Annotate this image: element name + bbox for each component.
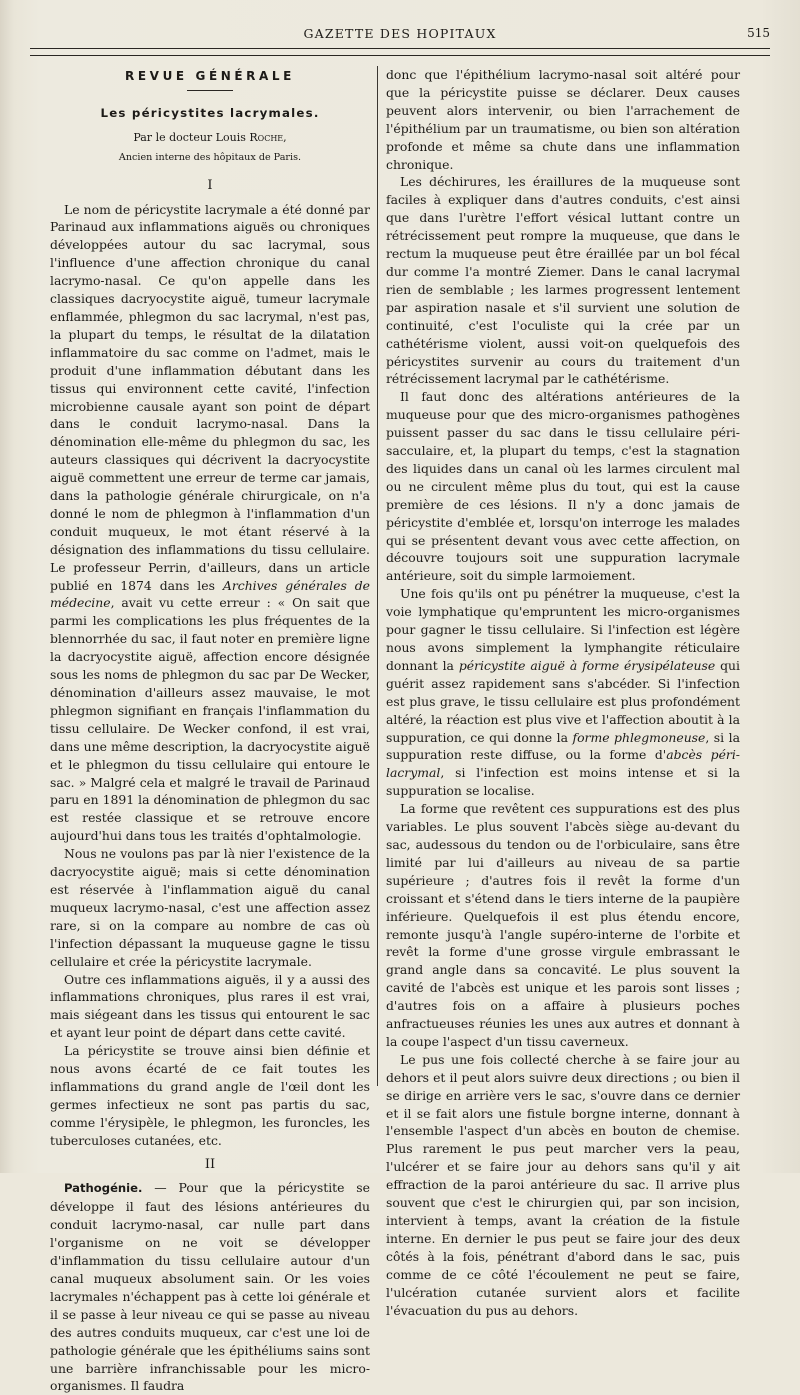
italic-term: forme phlegmoneuse — [572, 729, 706, 745]
paragraph: Outre ces inflammations aiguës, il y a aussi des inflammations chroniques, plus rares il est vrai, mais siégeant dans les tissus qui entourent le sac et ayant leur point de départ dans cette cavité. — [50, 971, 370, 1041]
paragraph: Le pus une fois collecté cherche à se faire jour au dehors et il peut alors suivre deux directions ; ou bien il se dirige en arrière vers le sac, s'ouvre dans ce dernier et il se fait alors une fistule borgne interne, donnant à l'ensemble l'aspect d'un abcès en bouton de chemise. Plus rarement le pus peut marcher vers la peau, l'ulcérer et se faire jour au dehors sans qu'il y ait effraction de la paroi antérieure du sac. Il arrive plus souvent que c'est le chirurgien qui, par son incision, intervient à temps, avant la création de la fistule interne. En dernier le pus peut se faire jour des deux côtés à la fois, pénétrant d'abord dans le sac, puis comme de ce côté l'écoulement ne peut se faire, l'ulcération cutanée survient alors et facilite l'évacuation du pus au dehors. — [386, 1051, 740, 1318]
column-divider — [377, 66, 378, 1086]
byline-prefix: Par le docteur Louis — [133, 130, 250, 144]
running-header — [30, 22, 770, 44]
italic-term: péricystite aiguë à forme érysipélateuse — [458, 657, 716, 673]
paragraph: Le nom de péricystite lacrymale a été donné par Parinaud aux inflammations aiguës ou chroniques développées autour du sac lacrymal, sous l'influence d'une affection chronique du canal lacrymo-nasal. Ce qu'on appelle dans les classiques dacryocystite aiguë, tumeur lacrymale enflammée, phlegmon du sac lacrymal, n'est pas, la plupart du temps, le résultat de la dilatation inflammatoire du sac comme on l'admet, mais le produit d'une inflammation débutant dans les tissus qui environnent cette cavité, l'infection microbienne causale ayant son point de départ dans le conduit lacrymo-nasal. Dans la dénomination elle-même du phlegmon du sac, les auteurs classiques qui décrivent la dacryocystite aiguë commettent une erreur de terme car jamais, dans la pathologie générale chirurgicale, on n'a donné le nom de phlegmon à l'inflammation d'un conduit muqueux, le mot étant réservé à la désignation des inflammations du tissu cellulaire. Le professeur Perrin, d'ailleurs, dans un article publié en 1874 dans les Archives générales de médecine, avait vu cette erreur : « On sait que parmi les complications les plus fréquentes de la blennorrhée du sac, il faut noter en première ligne la dacryocystite aiguë, affection encore désignée sous les noms de phlegmon du sac par De Wecker, dénomination d'ailleurs assez mauvaise, le mot phlegmon signifiant en français l'inflammation du tissu cellulaire. De Wecker confond, il est vrai, dans une même description, la dacryocystite aiguë et le phlegmon du tissu cellulaire qui entoure le sac. » Malgré cela et malgré le travail de Parinaud paru en 1891 la dénomination de phlegmon du sac est restée classique et se retrouve encore aujourd'hui dans tous les traités d'ophtalmologie. — [50, 201, 370, 844]
section-numeral-2: II — [204, 1156, 216, 1172]
section-rule — [187, 90, 233, 91]
left-column — [50, 66, 370, 1395]
paragraph: Une fois qu'ils ont pu pénétrer la muqueuse, c'est la voie lymphatique qu'empruntent les micro-organismes pour gagner le tissu cellulaire. Si l'infection est légère nous avons simplement la lymphangite réticulaire donnant la péricystite aiguë à forme érysipélateuse qui guérit assez rapidement sans s'abcéder. Si l'infection est plus grave, le tissu cellulaire est plus profondément altéré, la réaction est plus vive et l'affection aboutit à la suppuration, ce qui donne la forme phlegmoneuse, si la suppuration reste diffuse, ou la forme d'abcès péri-lacrymal, si l'infection est moins intense et si la suppuration se localise. — [386, 586, 740, 799]
header-rule — [30, 48, 770, 49]
journal-citation: Archives générales de médecine — [50, 577, 370, 611]
section-heading: REVUE GÉNÉRALE — [125, 69, 295, 83]
paragraph: Nous ne voulons pas par là nier l'existence de la dacryocystite aiguë; mais si cette dénomination est réservée à l'inflammation aiguë du canal muqueux lacrymo-nasal, c'est une affection assez rare, si on la compare au nombre de cas où l'infection dépassant la muqueuse gagne le tissu cellulaire et crée la péricystite lacrymale. — [50, 846, 370, 969]
page-number: 515 — [747, 26, 770, 40]
article-title: Les péricystites lacrymales. — [100, 105, 320, 120]
paragraph: La péricystite se trouve ainsi bien définie et nous avons écarté de ce fait toutes les inflammations du grand angle de l'œil dont les germes infectieux ne sont pas partis du sac, comme l'érysipèle, le phlegmon, les furoncles, les tuberculoses cutanées, etc. — [50, 1043, 370, 1148]
run-in-heading: Pathogénie. — [64, 1181, 143, 1196]
section-numeral-1: I — [207, 177, 213, 193]
paragraph: La forme que revêtent ces suppurations est des plus variables. Le plus souvent l'abcès siège au-devant du sac, audessous du tendon ou de l'orbiculaire, sans être limité par lui d'ailleurs au niveau de sa partie supérieure ; d'autres fois il revêt la forme d'un croissant et s'étend dans le tiers interne de la paupière inférieure. Quelquefois il est plus étendu encore, remonte jusqu'à l'angle supéro-interne de l'orbite et revêt la forme d'une grosse virgule embrassant le grand angle dans sa concavité. Le plus souvent la cavité de l'abcès est unique et les parois sont lisses ; d'autres fois on a affaire à plusieurs poches anfractueuses réunies les unes aux autres et donnant à la coupe l'aspect d'un tissu caverneux. — [386, 801, 740, 1049]
header-rule-secondary — [30, 55, 770, 56]
paragraph: Il faut donc des altérations antérieures de la muqueuse pour que des micro-organismes pathogènes puissent passer du sac dans le tissu cellulaire péri-sacculaire, et, la plupart du temps, c'est la stagnation des liquides dans un canal où les larmes circulent mal ou ne circulent même plus du tout, qui est la cause première de ces lésions. Il n'y a donc jamais de péricystite d'emblée et, lorsqu'on interroge les malades qui se présentent devant vous avec cette affection, on découvre toujours soit une suppuration lacrymale antérieure, soit du simple larmoiement. — [386, 389, 740, 584]
paragraph: Les déchirures, les éraillures de la muqueuse sont faciles à expliquer dans d'autres conduits, c'est ainsi que dans l'urètre l'effort vésical luttant contre un rétrécissement peut rompre la muqueuse, que dans le rectum la muqueuse peut être éraillée par un bol fécal dur comme l'a montré Ziemer. Dans le canal lacrymal rien de semblable ; les larmes progressent lentement par aspiration nasale et s'il survient une solution de continuité, c'est l'oculiste qui la crée par un cathétérisme violent, aussi voit-on quelquefois des péricystites survenir au cours du traitement d'un rétrécissement lacrymal par le cathétérisme. — [386, 174, 740, 387]
paragraph: Pathogénie. — Pour que la péricystite se développe il faut des lésions antérieures du conduit lacrymo-nasal, car nulle part dans l'organisme on ne voit se développer d'inflammation du tissu cellulaire autour d'un canal muqueux absolument sain. Or les voies lacrymales n'échappent pas à cette loi générale et il se passe à leur niveau ce qui se passe au niveau des autres conduits muqueux, car c'est une loi de pathologie générale que les épithéliums sains sont une barrière infranchissable pour les micro-organismes. Il faudra — [50, 1180, 370, 1394]
byline — [50, 129, 370, 147]
paragraph: donc que l'épithélium lacrymo-nasal soit altéré pour que la péricystite puisse se déclarer. Deux causes peuvent alors intervenir, ou bien l'arrachement de l'épithélium par un traumatisme, ou bien son altération profonde et même sa chute dans une inflammation chronique. — [386, 67, 740, 172]
italic-term: abcès péri-lacrymal — [386, 747, 740, 781]
journal-title: GAZETTE DES HOPITAUX — [303, 26, 497, 41]
author-name: Roche, — [249, 130, 287, 144]
right-column — [386, 66, 740, 1319]
author-affiliation: Ancien interne des hôpitaux de Paris. — [118, 151, 302, 163]
